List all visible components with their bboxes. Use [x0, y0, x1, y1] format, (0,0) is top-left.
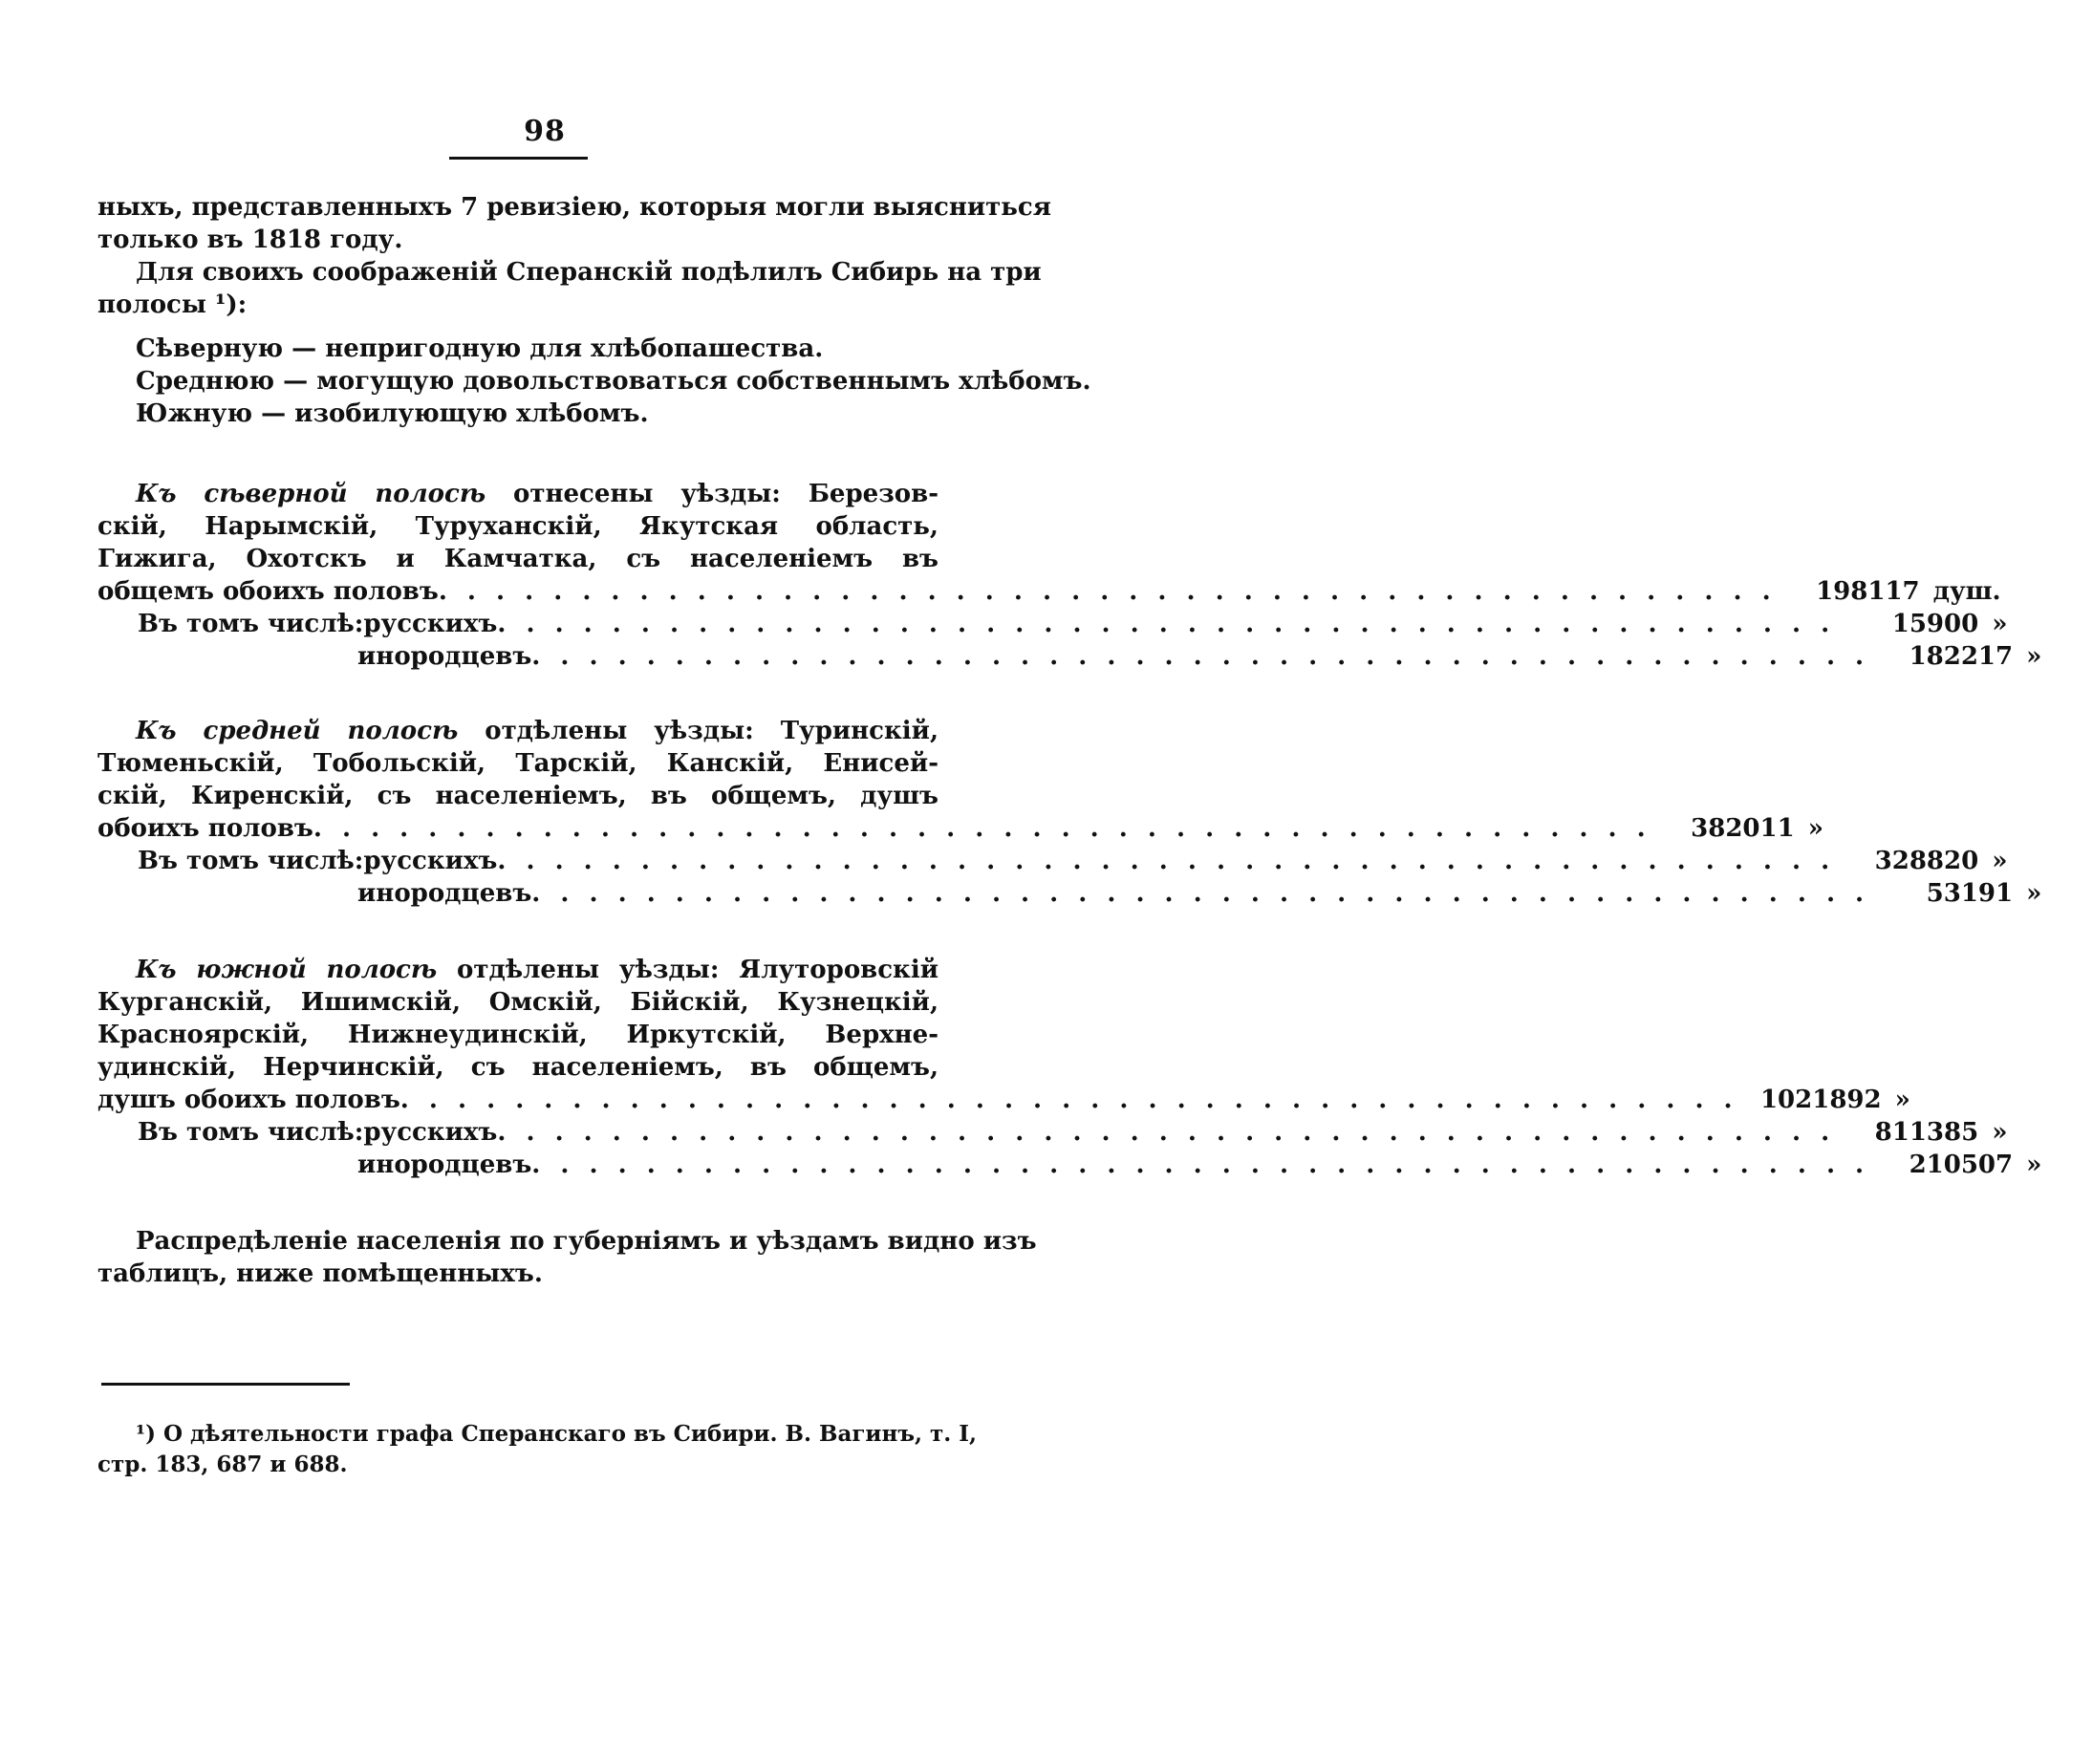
middle-zone-line: скій, Киренскій, съ населеніемъ, въ общемъ, душъ [97, 782, 939, 810]
southern-zone-line [97, 954, 939, 986]
northern-zone-text: отнесены уѣзды: Березов- [485, 480, 939, 508]
southern-russians-unit: » [1992, 1118, 2008, 1147]
leader-dots [531, 1149, 1869, 1181]
middle-natives-value: 53191 [1926, 879, 2014, 908]
middle-zone-line [97, 715, 939, 747]
northern-zone-section [97, 478, 2042, 673]
southern-russians-row [97, 1116, 2008, 1149]
middle-natives-label: инородцевъ [357, 879, 532, 908]
middle-zone-line: Тюменьскій, Тобольскій, Тарскій, Канскій, Енисей- [97, 749, 939, 778]
southern-total-value: 1021892 [1759, 1086, 1882, 1114]
northern-russians-unit: » [1992, 610, 2008, 638]
northern-total-label: общемъ обоихъ половъ [97, 577, 439, 606]
middle-russians-label: русскихъ [363, 847, 498, 875]
northern-natives-row [97, 640, 2042, 673]
closing-paragraph [97, 1225, 1037, 1290]
southern-zone-title: Къ южной полосѣ [136, 956, 438, 984]
northern-zone-title: Къ сѣверной полосѣ [136, 480, 486, 508]
leader-dots [497, 1116, 1835, 1149]
southern-total-label: душъ обоихъ половъ [97, 1086, 400, 1114]
middle-natives-unit: » [2026, 879, 2042, 908]
southern-natives-label: инородцевъ [357, 1151, 532, 1179]
northern-russians-value: 15900 [1891, 610, 1979, 638]
northern-russians-row [97, 608, 2008, 640]
middle-total-label: обоихъ половъ [97, 814, 313, 843]
intro-line: Для своихъ соображеній Сперанскій подѣлилъ Сибирь на три [136, 258, 1042, 287]
southern-natives-value: 210507 [1909, 1151, 2014, 1179]
middle-natives-row [97, 877, 2042, 910]
southern-zone-line: удинскій, Нерчинскій, съ населеніемъ, въ общемъ, [97, 1053, 939, 1082]
southern-russians-value: 811385 [1874, 1118, 1979, 1147]
middle-zone-text: отдѣлены уѣзды: Туринскій, [458, 717, 939, 745]
middle-subtotal-prefix: Въ томъ числѣ: [138, 847, 364, 875]
leader-dots [400, 1084, 1738, 1116]
closing-line: Распредѣленіе населенія по губерніямъ и уѣздамъ видно изъ [136, 1227, 1037, 1256]
southern-total-unit: » [1894, 1086, 1910, 1114]
northern-subtotal-prefix: Въ томъ числѣ: [138, 610, 364, 638]
footnote-line: ¹) О дѣятельности графа Сперанскаго въ Сибири. В. Вагинъ, т. I, [136, 1421, 978, 1447]
header-rule [449, 157, 588, 160]
southern-natives-unit: » [2026, 1151, 2042, 1179]
leader-dots [531, 877, 1869, 910]
southern-russians-label: русскихъ [363, 1118, 498, 1147]
middle-total-row [97, 812, 1823, 845]
footnote [97, 1419, 978, 1480]
northern-natives-label: инородцевъ [357, 642, 532, 671]
leader-dots [439, 575, 1777, 608]
middle-russians-row [97, 845, 2008, 877]
leader-dots [531, 640, 1869, 673]
zone-list-item: Среднюю — могущую довольствоваться собственнымъ хлѣбомъ. [136, 367, 1091, 396]
middle-total-value: 382011 [1691, 814, 1795, 843]
intro-line: только въ 1818 году. [97, 226, 403, 254]
page-number: 98 [524, 115, 566, 148]
closing-line: таблицъ, ниже помѣщенныхъ. [97, 1259, 543, 1288]
footnote-rule [101, 1383, 350, 1386]
southern-natives-row [97, 1149, 2042, 1181]
middle-russians-value: 328820 [1874, 847, 1979, 875]
northern-natives-value: 182217 [1909, 642, 2014, 671]
southern-zone-line: Красноярскій, Нижнеудинскій, Иркутскій, Верхне- [97, 1021, 939, 1049]
northern-zone-line: Гижига, Охотскъ и Камчатка, съ населеніемъ въ [97, 545, 939, 573]
northern-total-row [97, 575, 2001, 608]
middle-russians-unit: » [1992, 847, 2008, 875]
leader-dots [497, 608, 1835, 640]
southern-zone-text: отдѣлены уѣзды: Ялуторовскій [437, 956, 939, 984]
footnote-line: стр. 183, 687 и 688. [97, 1452, 348, 1477]
zone-list-item: Сѣверную — непригодную для хлѣбопашества. [136, 334, 824, 363]
zones-list [97, 333, 1091, 430]
southern-total-row [97, 1084, 1910, 1116]
northern-total-value: 198117 [1816, 577, 1920, 606]
northern-zone-line [97, 478, 939, 510]
middle-zone-section [97, 715, 2042, 910]
northern-natives-unit: » [2026, 642, 2042, 671]
southern-zone-section [97, 954, 2042, 1181]
intro-paragraph [97, 191, 1051, 321]
intro-line: полосы ¹): [97, 290, 248, 319]
northern-zone-line: скій, Нарымскій, Туруханскій, Якутская область, [97, 512, 939, 541]
northern-russians-label: русскихъ [363, 610, 498, 638]
leader-dots [497, 845, 1835, 877]
southern-zone-line: Курганскій, Ишимскій, Омскій, Бійскій, Кузнецкій, [97, 988, 939, 1017]
middle-zone-title: Къ средней полосѣ [136, 717, 459, 745]
leader-dots [313, 812, 1651, 845]
intro-line: ныхъ, представленныхъ 7 ревизіею, которыя могли выясниться [97, 193, 1051, 222]
southern-subtotal-prefix: Въ томъ числѣ: [138, 1118, 364, 1147]
zone-list-item: Южную — изобилующую хлѣбомъ. [136, 399, 649, 428]
middle-total-unit: » [1807, 814, 1823, 843]
northern-total-unit: душ. [1932, 577, 2001, 606]
